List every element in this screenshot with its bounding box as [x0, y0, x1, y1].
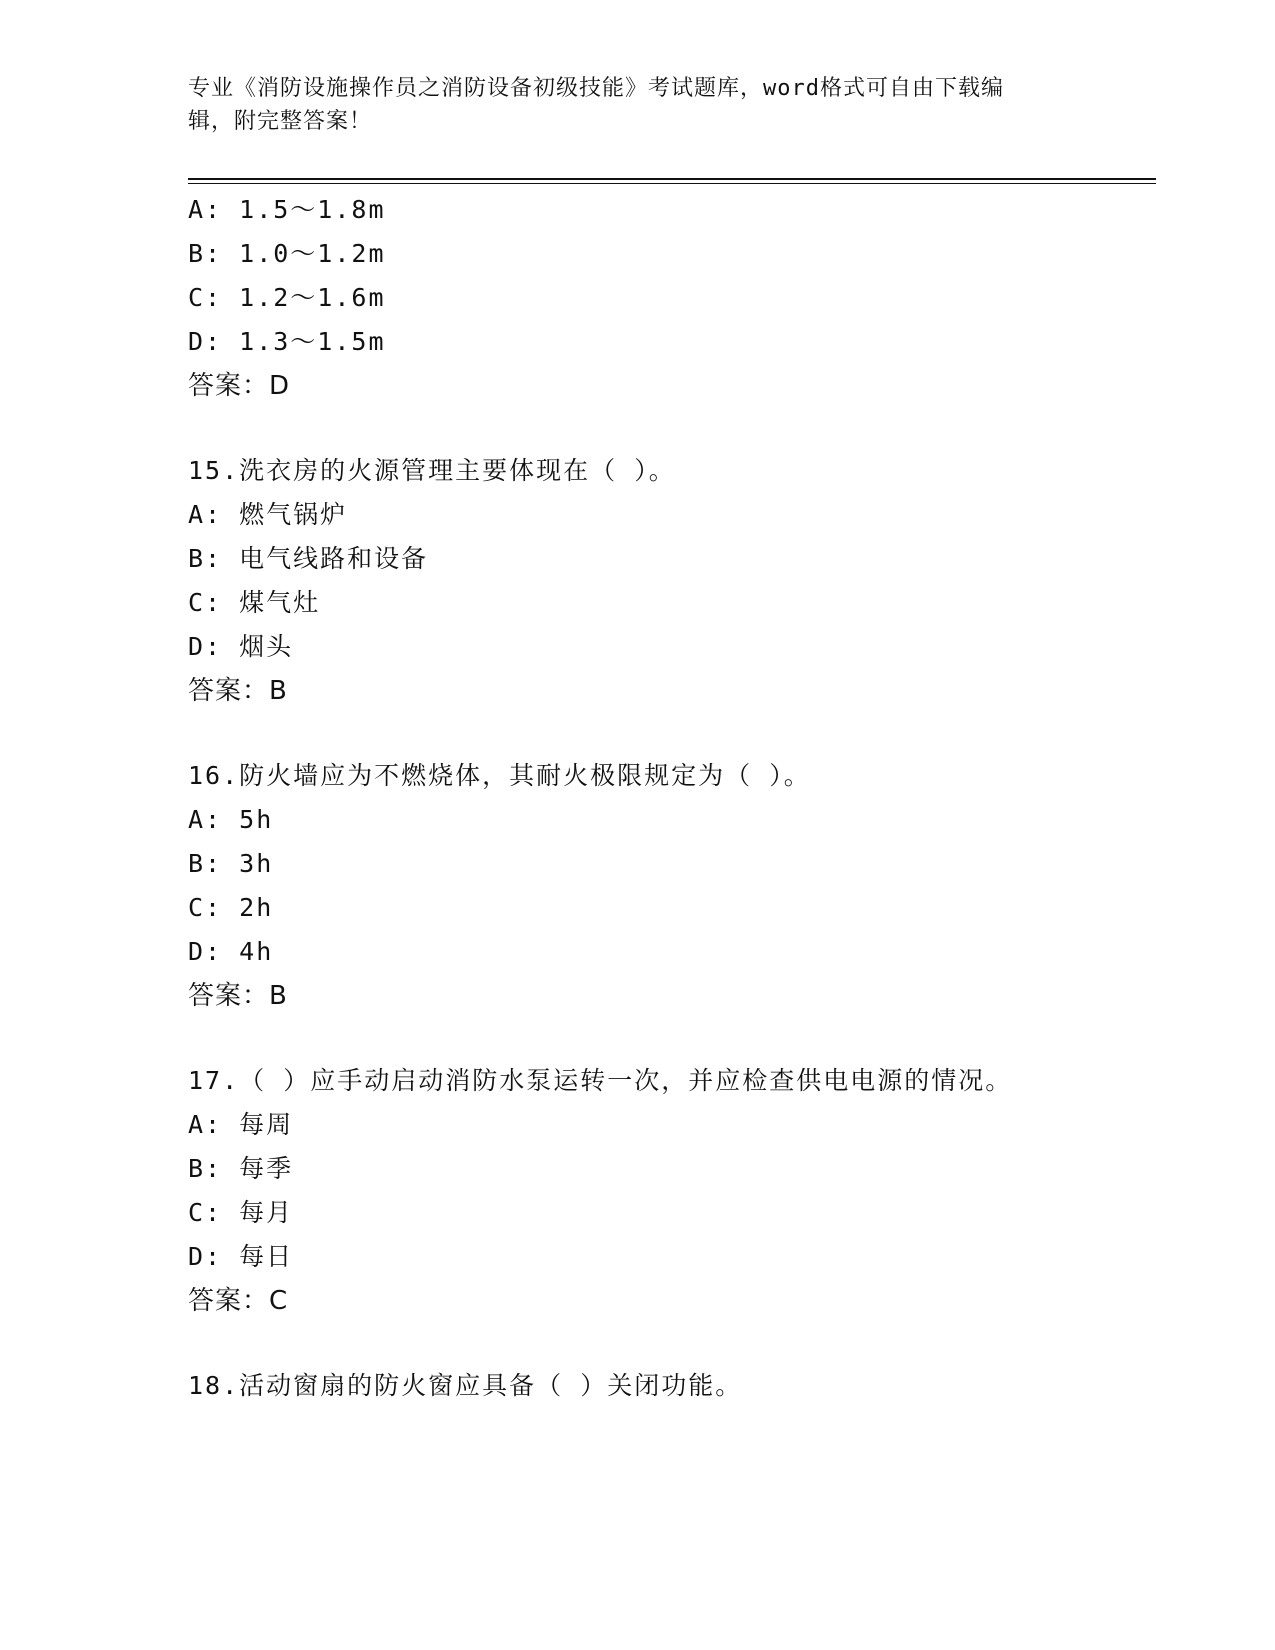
q16-answer: 答案：B	[188, 981, 288, 1011]
q17-question: 17.（ ）应手动启动消防水泵运转一次，并应检查供电电源的情况。	[188, 1066, 1013, 1095]
q17-option-d: D: 每日	[188, 1242, 294, 1271]
q16-option-a: A: 5h	[188, 805, 274, 834]
q15-option-a: A: 燃气锅炉	[188, 500, 348, 529]
q16-option-d: D: 4h	[188, 937, 274, 966]
q15-option-c: C: 煤气灶	[188, 588, 321, 617]
q14-option-b: B: 1.0～1.2m	[188, 239, 386, 268]
q15-option-b: B: 电气线路和设备	[188, 544, 429, 573]
q15-option-d: D: 烟头	[188, 632, 294, 661]
q15-question: 15.洗衣房的火源管理主要体现在（ ）。	[188, 456, 676, 485]
header-line-1: 专业《消防设施操作员之消防设备初级技能》考试题库，word格式可自由下载编	[188, 76, 1004, 101]
header-divider-thin	[188, 183, 1156, 184]
header-line-2: 辑，附完整答案！	[188, 109, 373, 134]
header-divider-thick	[188, 178, 1156, 180]
q14-option-c: C: 1.2～1.6m	[188, 283, 386, 312]
q17-option-b: B: 每季	[188, 1154, 294, 1183]
q18-question: 18.活动窗扇的防火窗应具备（ ）关闭功能。	[188, 1371, 743, 1400]
q16-option-b: B: 3h	[188, 849, 274, 878]
q17-answer: 答案：C	[188, 1286, 289, 1316]
q14-answer: 答案：D	[188, 371, 291, 401]
q17-option-c: C: 每月	[188, 1198, 294, 1227]
document-header	[188, 72, 1088, 138]
q14-option-d: D: 1.3～1.5m	[188, 327, 386, 356]
q16-question: 16.防火墙应为不燃烧体，其耐火极限规定为（ ）。	[188, 761, 811, 790]
q14-option-a: A: 1.5～1.8m	[188, 195, 386, 224]
q17-option-a: A: 每周	[188, 1110, 294, 1139]
q16-option-c: C: 2h	[188, 893, 274, 922]
q15-answer: 答案：B	[188, 676, 288, 706]
